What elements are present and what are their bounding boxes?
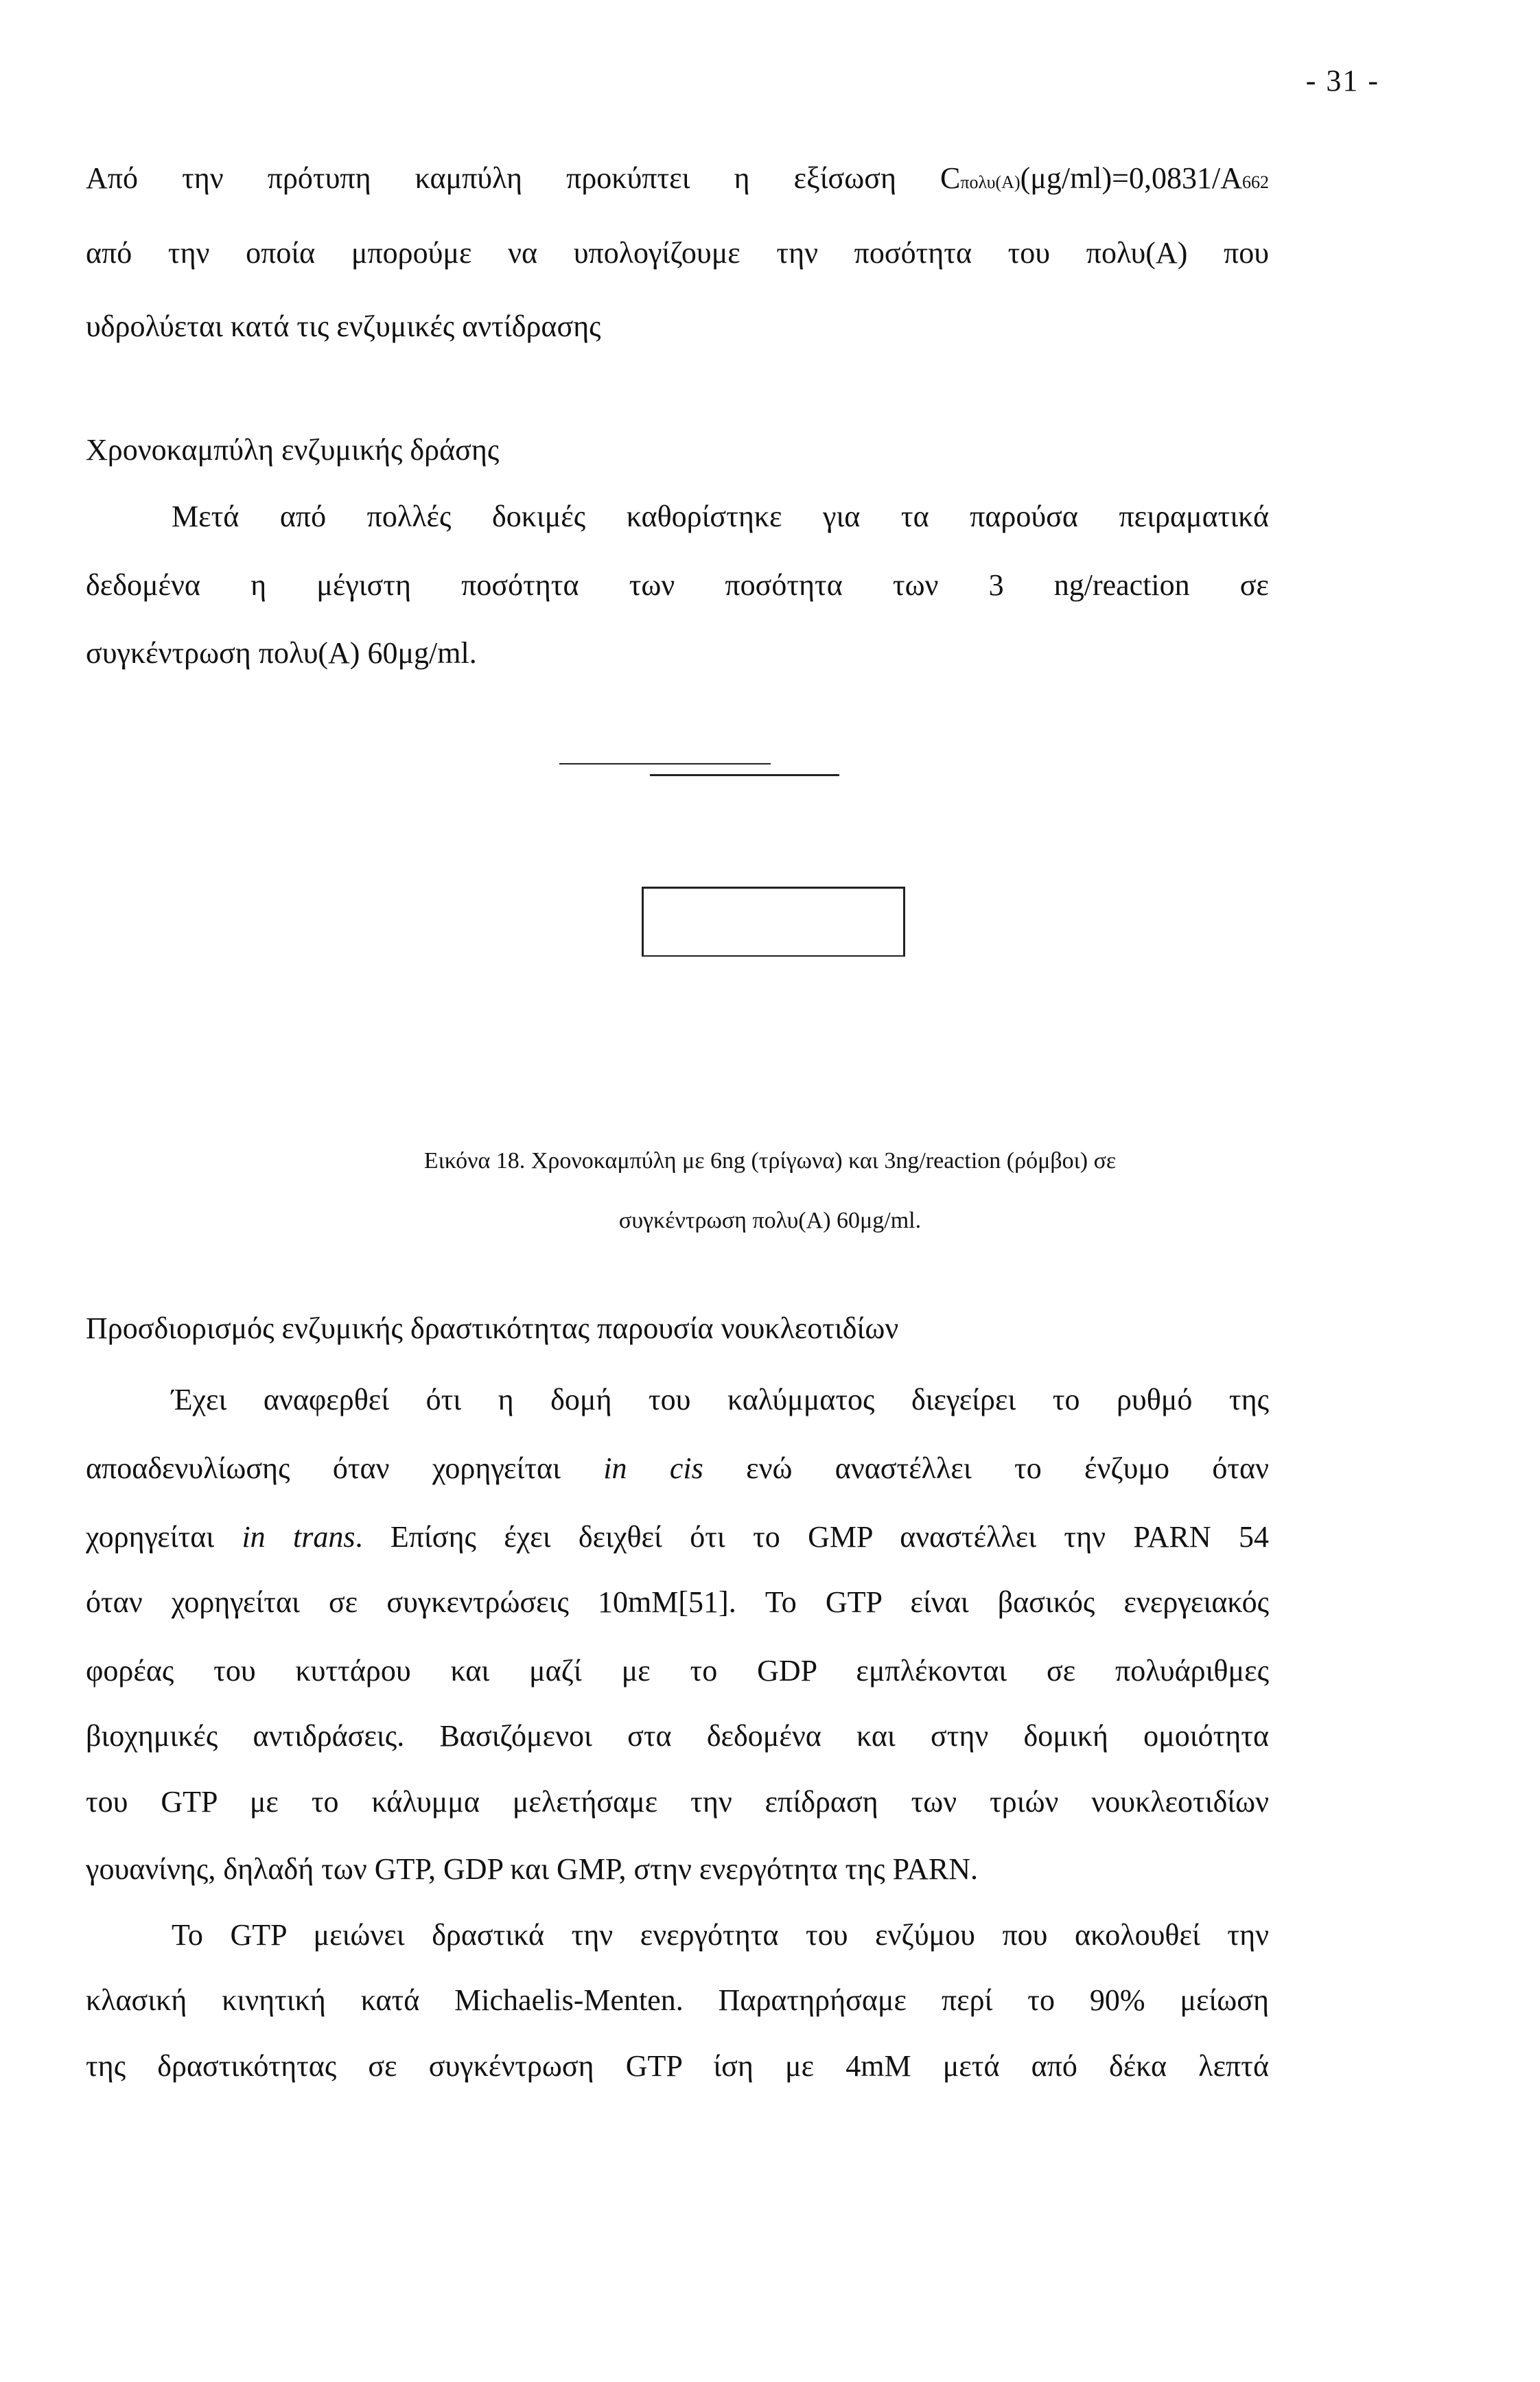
paragraph-line: γουανίνης, δηλαδή των GTP, GDP και GMP, στην ενεργότητα της PARN. <box>86 1852 978 1886</box>
figure-rule-bottom <box>650 774 839 776</box>
text-run: αποαδενυλίωσης όταν χορηγείται <box>86 1451 604 1485</box>
paragraph-line: δεδομένα η μέγιστη ποσότητα των ποσότητα των 3 ng/reaction σε <box>86 568 1269 602</box>
paragraph-line: Το GTP μειώνει δραστικά την ενεργότητα του ενζύμου που ακολουθεί την <box>172 1918 1269 1952</box>
paragraph-line <box>86 1518 1269 1556</box>
paragraph-line: Μετά από πολλές δοκιμές καθορίστηκε για τα παρούσα πειραματικά <box>172 500 1269 533</box>
subscript: 662 <box>1242 172 1269 192</box>
paragraph-line: φορέας του κυττάρου και μαζί με το GDP εμπλέκονται σε πολυάριθμες <box>86 1654 1269 1688</box>
italic-text: in trans <box>242 1520 355 1554</box>
figure-caption <box>0 1146 1540 1176</box>
paragraph-line: της δραστικότητας σε συγκέντρωση GTP ίση με 4mM μετά από δέκα λεπτά <box>86 2049 1269 2083</box>
section-heading: Προσδιορισμός ενζυμικής δραστικότητας παρουσία νουκλεοτιδίων <box>86 1311 899 1345</box>
paragraph-line: συγκέντρωση πολυ(Α) 60μg/ml. <box>86 636 477 670</box>
subscript: πολυ(Α) <box>960 172 1020 192</box>
paragraph-line: υδρολύεται κατά τις ενζυμικές αντίδρασης <box>86 310 601 343</box>
page-number: - 31 - <box>1305 64 1379 97</box>
paragraph-line: Έχει αναφερθεί ότι η δομή του καλύμματος διεγείρει το ρυθμό της <box>172 1383 1269 1416</box>
text-run: . Επίσης έχει δειχθεί ότι το GMP αναστέλλει την PARN 54 <box>355 1520 1269 1554</box>
text-run: (μg/ml)=0,0831/A <box>1020 161 1242 195</box>
paragraph-line: από την οποία μπορούμε να υπολογίζουμε την ποσότητα του πολυ(Α) που <box>86 236 1269 270</box>
figure-rule-top <box>559 763 771 764</box>
paragraph-line: βιοχημικές αντιδράσεις. Βασιζόμενοι στα δεδομένα και στην δομική ομοιότητα <box>86 1719 1269 1753</box>
figure-box <box>642 887 905 957</box>
figure-caption-line2: συγκέντρωση πολυ(Α) 60μg/ml. <box>618 1208 922 1233</box>
paragraph-line: όταν χορηγείται σε συγκεντρώσεις 10mM[51]. Το GTP είναι βασικός ενεργειακός <box>86 1585 1269 1619</box>
paragraph-line <box>86 1449 1269 1488</box>
text-run: Από την πρότυπη καμπύλη προκύπτει η εξίσωση C <box>86 161 961 195</box>
italic-text: in cis <box>603 1451 703 1485</box>
paragraph-line: κλασική κινητική κατά Michaelis-Menten. Παρατηρήσαμε περί το 90% μείωση <box>86 1983 1269 2017</box>
text-run: ενώ αναστέλλει το ένζυμο όταν <box>703 1451 1270 1485</box>
caption-text: Χρονοκαμπύλη με 6ng (τρίγωνα) και 3ng/reaction (ρόμβοι) σε <box>525 1148 1117 1174</box>
section-heading: Χρονοκαμπύλη ενζυμικής δράσης <box>86 433 500 467</box>
paragraph-line <box>86 159 1269 202</box>
caption-label: Εικόνα 18. <box>423 1148 526 1174</box>
paragraph-line: του GTP με το κάλυμμα μελετήσαμε την επίδραση των τριών νουκλεοτιδίων <box>86 1785 1269 1819</box>
text-run: χορηγείται <box>86 1520 242 1554</box>
